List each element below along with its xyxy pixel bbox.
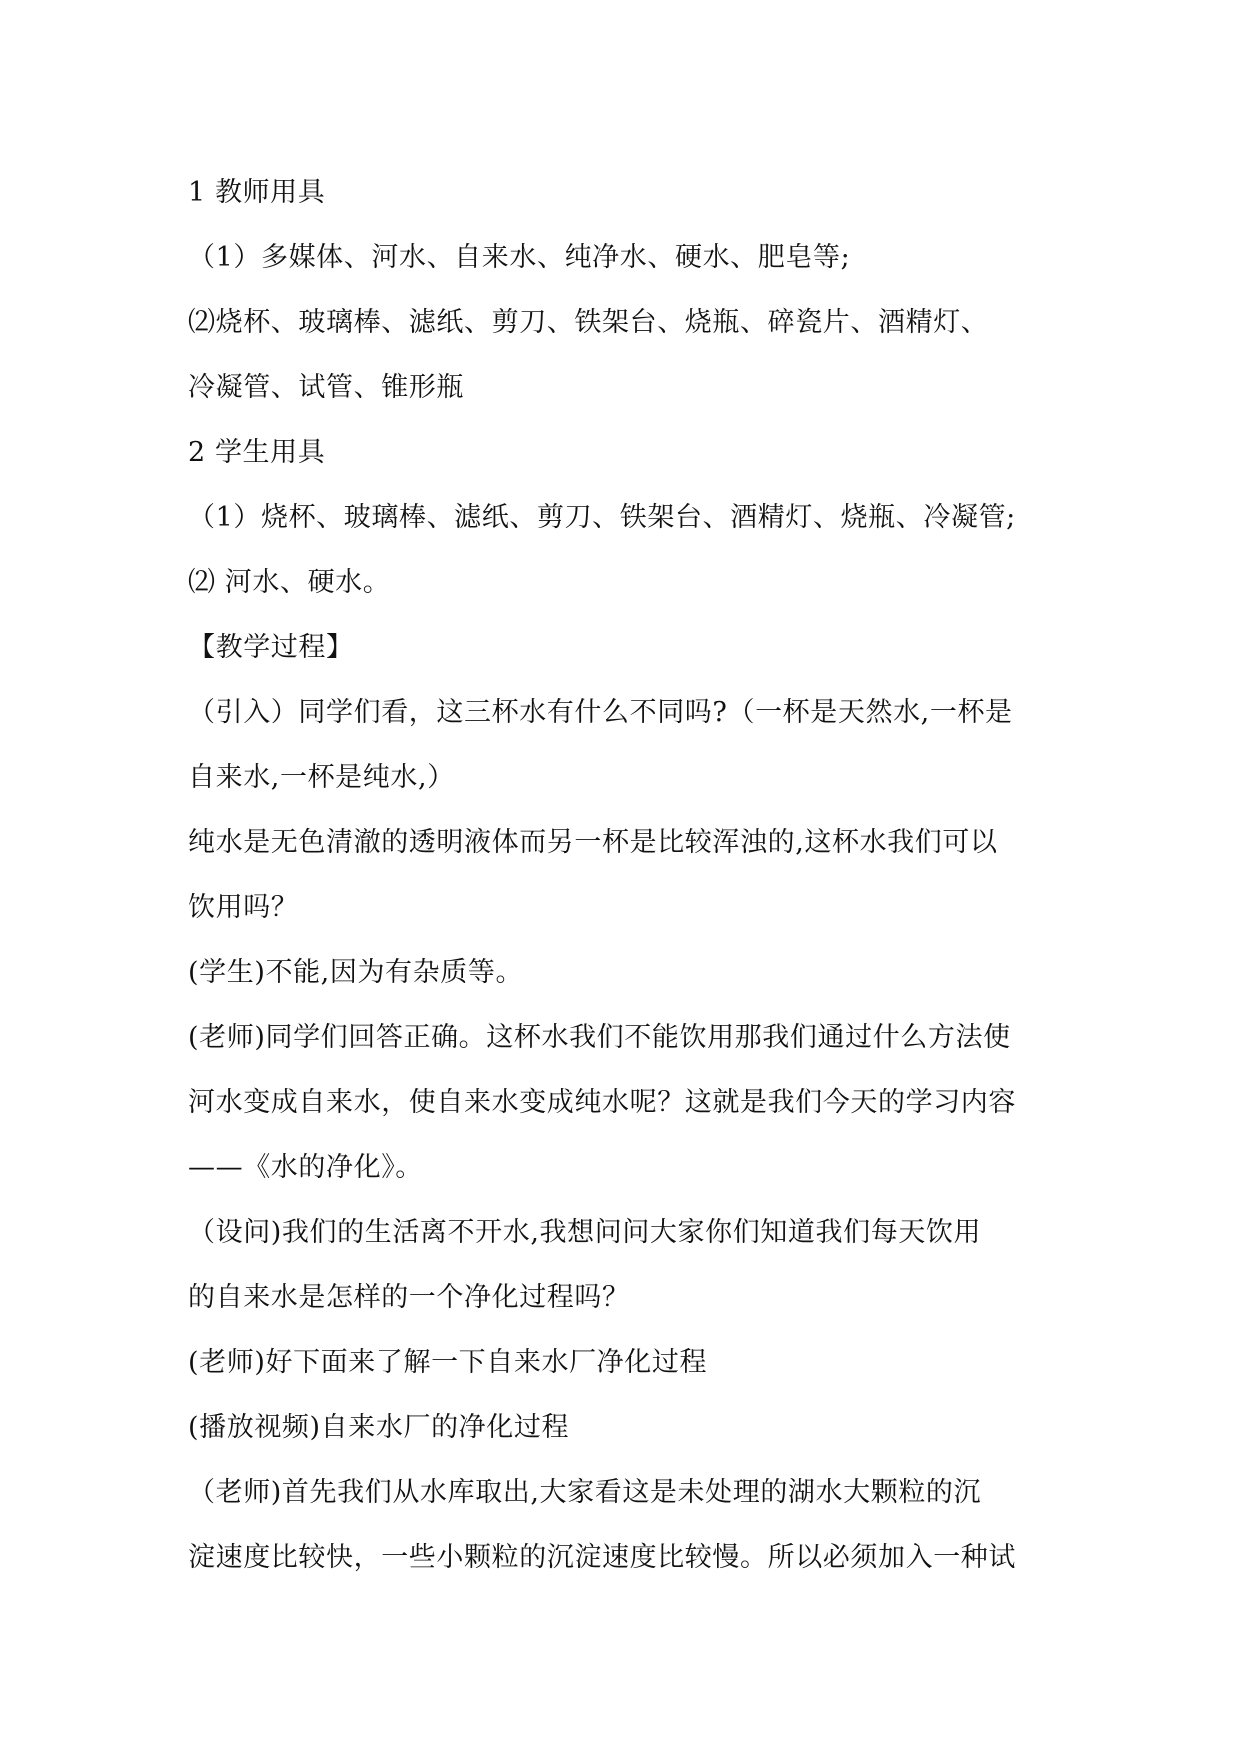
text-line: （1）多媒体、河水、自来水、纯净水、硬水、肥皂等; — [188, 242, 851, 273]
text-line: （老师)首先我们从水库取出,大家看这是未处理的湖水大颗粒的沉 — [188, 1477, 982, 1508]
text-line: 饮用吗？ — [188, 892, 299, 923]
text-line: (老师)同学们回答正确。这杯水我们不能饮用那我们通过什么方法使 — [188, 1022, 1011, 1053]
text-line: 河水变成自来水，使自来水变成纯水呢？这就是我们今天的学习内容 — [188, 1087, 1016, 1118]
text-line: (学生)不能,因为有杂质等。 — [188, 957, 524, 988]
text-line: 纯水是无色清澈的透明液体而另一杯是比较浑浊的,这杯水我们可以 — [188, 827, 998, 858]
text-line: 自来水,一杯是纯水,） — [188, 762, 455, 793]
text-line: (播放视频)自来水厂的净化过程 — [188, 1412, 570, 1443]
text-line: 的自来水是怎样的一个净化过程吗？ — [188, 1282, 630, 1313]
text-line: （引入）同学们看，这三杯水有什么不同吗?（一杯是天然水,一杯是 — [188, 697, 1013, 728]
text-line: 淀速度比较快，一些小颗粒的沉淀速度比较慢。所以必须加入一种试 — [188, 1542, 1016, 1573]
text-line: 冷凝管、试管、锥形瓶 — [188, 372, 464, 403]
text-line: ⑵烧杯、玻璃棒、滤纸、剪刀、铁架台、烧瓶、碎瓷片、酒精灯、 — [188, 307, 989, 338]
text-line: （设问)我们的生活离不开水,我想问问大家你们知道我们每天饮用 — [188, 1217, 982, 1248]
text-line: （1）烧杯、玻璃棒、滤纸、剪刀、铁架台、酒精灯、烧瓶、冷凝管; — [188, 502, 1016, 533]
text-line: ——《水的净化》。 — [188, 1152, 423, 1183]
heading-student-tools: 2 学生用具 — [188, 437, 326, 468]
document-body — [188, 160, 1058, 1590]
heading-teacher-tools: 1 教师用具 — [188, 177, 326, 208]
section-heading-teaching-process: 【教学过程】 — [188, 632, 354, 663]
text-line: ⑵ 河水、硬水。 — [188, 567, 391, 598]
text-line: (老师)好下面来了解一下自来水厂净化过程 — [188, 1347, 708, 1378]
